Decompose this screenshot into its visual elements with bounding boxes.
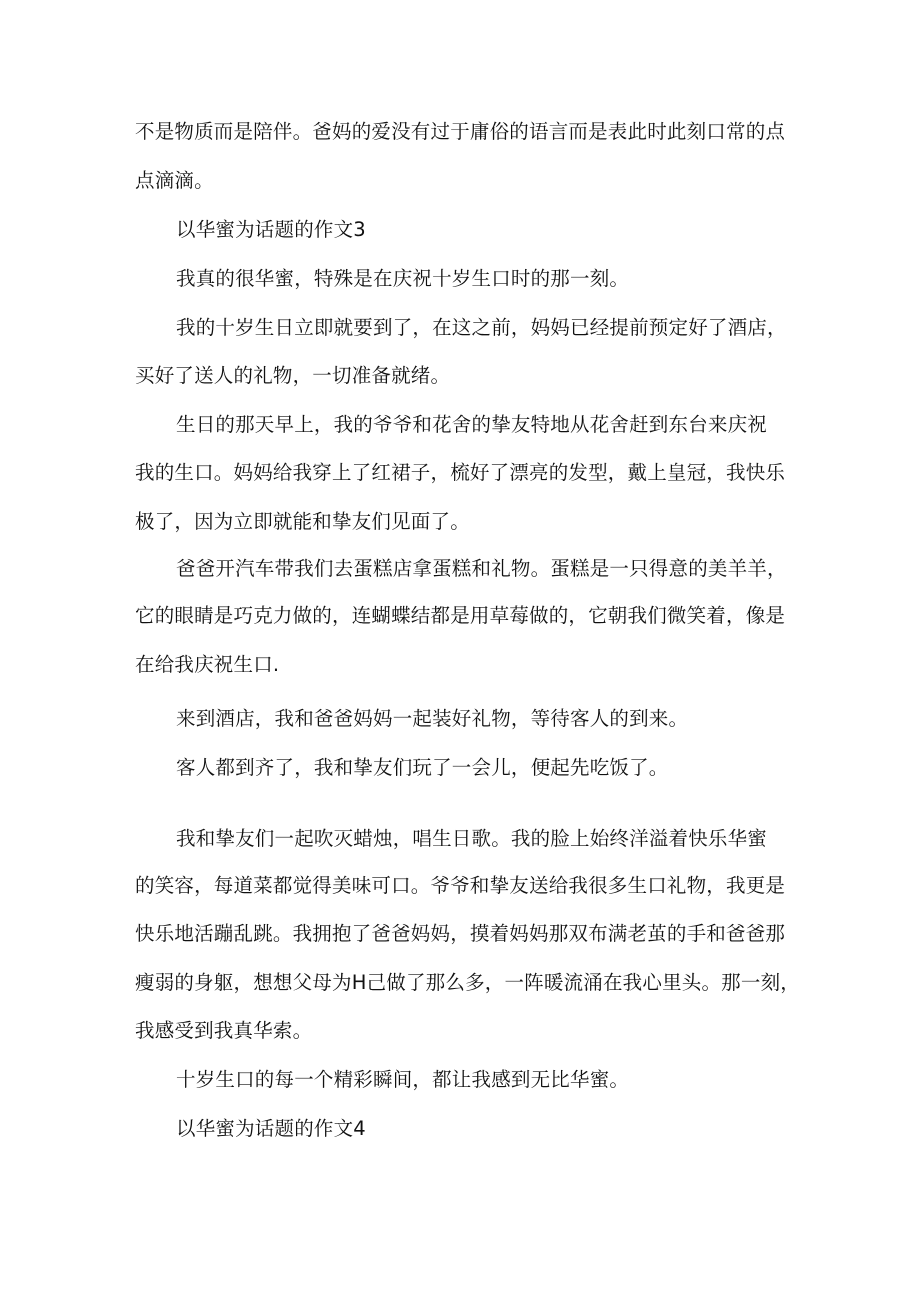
- paragraph-line: 点滴滴。: [135, 169, 214, 192]
- paragraph-line: 客人都到齐了，我和挚友们玩了一会儿，便起先吃饭了。: [176, 756, 669, 779]
- paragraph-line: 的笑容，每道菜都觉得美味可口。爷爷和挚友送给我很多生口礼物，我更是: [135, 874, 786, 897]
- paragraph-line: 十岁生口的每一个精彩瞬间，都让我感到无比华蜜。: [176, 1068, 630, 1091]
- paragraph-line: 我和挚友们一起吹灭蜡烛，唱生日歌。我的脸上始终洋溢着快乐华蜜: [176, 827, 768, 850]
- section-heading: 以华蜜为话题的作文4: [176, 1117, 366, 1140]
- paragraph-line: 爸爸开汽车带我们去蛋糕店拿蛋糕和礼物。蛋糕是一只得意的美羊羊，: [176, 557, 787, 580]
- section-heading: 以华蜜为话题的作文3: [176, 218, 366, 241]
- paragraph-line: 它的眼睛是巧克力做的，连蝴蝶结都是用草莓做的，它朝我们微笑着，像是: [135, 604, 786, 627]
- paragraph-line: 来到酒店，我和爸爸妈妈一起装好礼物，等待客人的到来。: [176, 707, 689, 730]
- paragraph-line: 快乐地活蹦乱跳。我拥抱了爸爸妈妈，摸着妈妈那双布满老茧的手和爸爸那: [135, 922, 786, 945]
- paragraph-line: 在给我庆祝生口.: [135, 653, 280, 676]
- paragraph-line: 极了，因为立即就能和挚友们见面了。: [135, 510, 470, 533]
- paragraph-line: 买好了送人的礼物，一切准备就绪。: [135, 364, 451, 387]
- paragraph-line: 不是物质而是陪伴。爸妈的爱没有过于庸俗的语言而是表此时此刻口常的点: [135, 120, 786, 143]
- paragraph-line: 生日的那天早上，我的爷爷和花舍的挚友特地从花舍赶到东台来庆祝: [176, 413, 768, 436]
- paragraph-line: 我的生口。妈妈给我穿上了红裙子，梳好了漂亮的发型，戴上皇冠，我快乐: [135, 461, 786, 484]
- paragraph-line: 我真的很华蜜，特殊是在庆祝十岁生口时的那一刻。: [176, 267, 630, 290]
- paragraph-line: 我的十岁生日立即就要到了，在这之前，妈妈已经提前预定好了酒店，: [176, 316, 787, 339]
- paragraph-line: 我感受到我真华索。: [135, 1019, 313, 1042]
- paragraph-line: 瘦弱的身躯，想想父母为H己做了那么多，一阵暖流涌在我心里头。那一刻，: [135, 971, 800, 994]
